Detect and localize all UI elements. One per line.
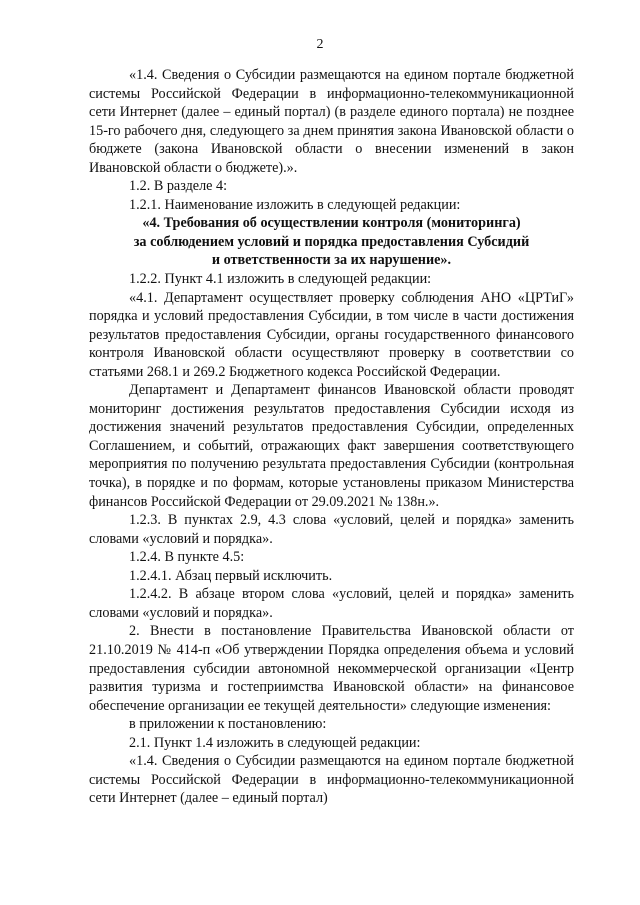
paragraph-1-4-repeat: «1.4. Сведения о Субсидии размещаются на едином портале бюджетной системы Российской Федерации в информационно-телекоммуникационной сети Интернет (далее – единый портал): [89, 753, 574, 807]
paragraph-1-2-4-2: 1.2.4.2. В абзаце втором слова «условий, целей и порядка» заменить словами «условий и порядка».: [89, 586, 574, 621]
section-4-heading: [89, 214, 574, 270]
paragraph-2: 2. Внести в постановление Правительства Ивановской области от 21.10.2019 № 414-п «Об утверждении Порядка определения объема и условий предоставления субсидии автономной некоммерческой организации «Центр развития туризма и гостеприимства Ивановской области» на финансовое обеспечение организации ее текущей деятельности» следующие изменения:: [89, 623, 574, 714]
heading-line-2: за соблюдением условий и порядка предоставления Субсидий: [133, 233, 530, 250]
paragraph-appendix: в приложении к постановлению:: [129, 716, 327, 733]
paragraph-1-2-3: 1.2.3. В пунктах 2.9, 4.3 слова «условий, целей и порядка» заменить словами «условий и порядка».: [89, 512, 574, 547]
paragraph-monitoring: Департамент и Департамент финансов Ивановской области проводят мониторинг достижения результатов предоставления Субсидии исходя из достижения значений результатов предоставления Субсидии, определенных Соглашением, и событий, отражающих факт завершения соответствующего мероприятия по получению результата предоставления Субсидии (контрольная точка), в порядке и по формам, которые установлены приказом Министерства финансов Российской Федерации от 29.09.2021 № 138н.».: [89, 382, 574, 510]
paragraph-1-4-text: «1.4. Сведения о Субсидии размещаются на едином портале бюджетной системы Российской Федерации в информационно-телекоммуникационной сети Интернет (далее – единый портал) (в разделе единого портала) не позднее 15-го рабочего дня, следующего за днем принятия закона Ивановской области о бюджете (закона Ивановской области о внесении изменений в закон Ивановской области о бюджете).».: [89, 67, 574, 176]
page-number: 2: [316, 37, 324, 52]
document-body: [89, 66, 574, 808]
paragraph-1-2-1: 1.2.1. Наименование изложить в следующей редакции:: [129, 196, 461, 213]
paragraph-1-2-4-1: 1.2.4.1. Абзац первый исключить.: [129, 567, 333, 584]
paragraph-1-2-4: 1.2.4. В пункте 4.5:: [129, 549, 245, 566]
heading-line-3: и ответственности за их нарушение».: [211, 252, 452, 269]
paragraph-1-2: 1.2. В разделе 4:: [129, 178, 228, 195]
paragraph-1-2-2: 1.2.2. Пункт 4.1 изложить в следующей редакции:: [129, 271, 432, 288]
paragraph-4-1: «4.1. Департамент осуществляет проверку соблюдения АНО «ЦРТиГ» порядка и условий предоставления Субсидии, в том числе в части достижения результатов предоставления Субсидии, органы государственного финансового контроля Ивановской области осуществляют проверку в соответствии со статьями 268.1 и 269.2 Бюджетного кодекса Российской Федерации.: [89, 289, 574, 380]
paragraph-2-1: 2.1. Пункт 1.4 изложить в следующей редакции:: [129, 734, 421, 751]
heading-line-1: «4. Требования об осуществлении контроля (мониторинга): [142, 215, 521, 232]
